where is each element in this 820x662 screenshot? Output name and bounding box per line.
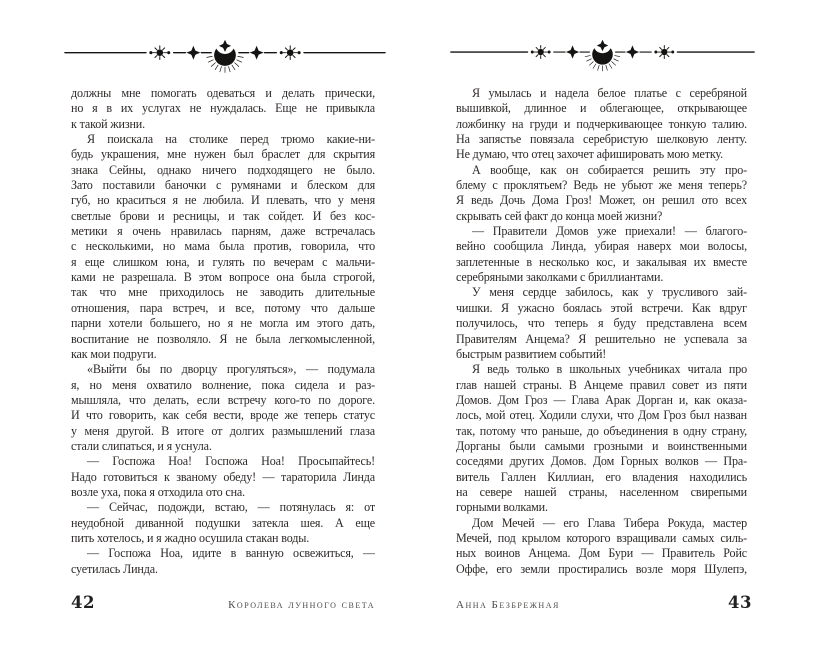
dot: [672, 51, 674, 53]
text-line: губ, но краситься я не любила. И плевать, что у меня: [71, 193, 375, 208]
dot: [548, 51, 550, 53]
text-line: ложбинку на груди и подчеркивающее тонкую талию.: [456, 116, 747, 131]
text-line: воспитание не позволяло. Я не была легкомысленной,: [71, 331, 375, 346]
page-footer: [456, 593, 752, 612]
text-line: светлые брови и ресницы, и так сойдет. И без кос-: [71, 208, 375, 223]
text-line: так, потому что раньше, до объединения в одну страну,: [456, 423, 747, 438]
text-line: «Выйти бы по дворцу прогуляться», — подумала: [87, 362, 375, 377]
crescent-moon-icon: [585, 39, 620, 71]
text-line: Зато поставили баночки с румянами и блеском для: [71, 178, 375, 193]
text-line: возле уха, пока я отходила ото сна.: [71, 484, 245, 499]
text-line: А вообще, как он собирается решить эту про-: [472, 162, 747, 177]
text-line: должны мне помогать одеваться и делать прически,: [71, 86, 375, 100]
text-line: чишки. Я ужасно боялась этой встречи. Как вдруг: [456, 300, 747, 315]
text-line: Дом Мечей — его Глава Тибера Рокуда, мастер: [472, 515, 747, 530]
text-line: парни хотели большего, но я не могла им этого дать,: [71, 316, 375, 331]
text-line: Правителям Анцема? Я решительно не успевала за: [456, 331, 747, 346]
text-line: как мои подруги.: [71, 346, 157, 361]
text-line: соседями других Домов. Дом Горных волков — Пра-: [456, 454, 747, 469]
text-line: Я поискала на столике перед трюмо какие-ни-: [87, 132, 375, 147]
page-number: 42: [71, 593, 95, 612]
text-line: суетилась Линда.: [71, 561, 158, 576]
dot: [531, 51, 533, 53]
text-line: Я ведь только в школьных учебниках читала про: [472, 362, 747, 377]
text-line: с несколькими, но мама была против, говорила, что: [71, 239, 375, 254]
dot: [280, 52, 282, 54]
text-line: Дорганы были самыми грозными и воинственными: [456, 438, 747, 453]
text-line: ками не разрешала. В этом вопросе она была строгой,: [71, 270, 375, 285]
text-line: на севере нашей страны, населенном свирепыми: [456, 484, 747, 499]
text-line: Я умылась и надела белое платье с серебряной: [472, 86, 747, 100]
page-body-text: [71, 86, 375, 577]
text-line: горными волками.: [456, 500, 548, 515]
dot: [298, 52, 300, 54]
text-line: так что мне приходилось не заводить длительные: [71, 285, 375, 300]
dot: [150, 52, 152, 54]
text-line: серебряными заколками с бриллиантами.: [456, 270, 664, 285]
text-line: — Госпожа Ноа! Госпожа Ноа! Просыпайтесь!: [87, 454, 375, 469]
text-line: Мечей, под крылом которого взращивали самых силь-: [456, 530, 747, 545]
page-footer: [71, 593, 375, 612]
four-point-star-icon: [627, 47, 638, 58]
text-line: Не думаю, что отец захочет афишировать мою метку.: [456, 147, 723, 162]
text-line: — Госпожа Ноа, идите в ванную освежиться, —: [87, 546, 375, 561]
text-line: вейно сообщила Линда, убирая наверх мои волосы,: [456, 239, 747, 254]
crescent-moon-divider-icon: [448, 39, 757, 80]
dot: [655, 51, 657, 53]
text-line: блему с проклятьем? Ведь не убьют же меня теперь?: [456, 178, 747, 193]
text-line: И что говорить, как себя вести, вроде же теперь статус: [71, 408, 375, 423]
running-author: Анна Безбрежная: [456, 599, 560, 611]
text-line: но я в их услугах не нуждалась. Еще не привыкла: [71, 101, 375, 116]
text-line: У меня сердце забилось, как у трусливого зай-: [472, 285, 747, 300]
text-line: получилось, что теперь я буду представлена всем: [456, 316, 747, 331]
text-line: — Правители Домов уже приехали! — благого-: [472, 224, 747, 239]
sun-star-icon: [658, 46, 671, 59]
four-point-star-icon: [188, 47, 199, 58]
four-point-star-icon: [567, 47, 578, 58]
text-line: быстрым развитием событий!: [456, 346, 607, 361]
text-line: Надо готовиться к званому обеду! — тараторила Линда: [71, 469, 375, 484]
page-number: 43: [728, 593, 752, 612]
text-line: лось, мой отец. Ходили слухи, что Дом Гроз был назван: [456, 408, 747, 423]
text-line: у меня другой. В итоге от долгих размышлений глаза: [71, 423, 375, 438]
crescent-moon-icon: [207, 39, 244, 73]
text-line: неудобной диванной подушки затекла шея. А еще: [71, 515, 375, 530]
running-title: Королева лунного света: [228, 599, 375, 611]
text-line: Оффе, его земли простирались возле моря Шулепэ,: [456, 561, 747, 576]
text-line: На запястье повязала серебристую шелковую ленту.: [456, 132, 747, 147]
text-line: Я ведь Дочь Дома Гроз! Может, он решил ото всех: [456, 193, 747, 208]
text-line: скрывать сей факт до конца моей жизни?: [456, 208, 663, 223]
sun-star-icon: [534, 46, 547, 59]
text-line: к такой жизни.: [71, 116, 145, 131]
text-line: я, но меня охватило волнение, пока сидела и раз-: [71, 377, 375, 392]
text-line: знака Сейны, однако ничего подходящего не было.: [71, 162, 375, 177]
text-line: я еще слишком юна, и гулять по вечерам с мальчи-: [71, 254, 375, 269]
moon-divider-ornament: [62, 39, 388, 82]
text-line: заплетенные в несколько кос, и закалывая их вместе: [456, 254, 747, 269]
text-line: пить хотелось, и я жадно осушила стакан воды.: [71, 530, 310, 545]
text-line: мышляла, что делать, если встречу кого-то по дороге.: [71, 392, 375, 407]
text-line: глав нашей страны. В Анцеме правил совет из пяти: [456, 377, 747, 392]
text-line: ных воинов Анцема. Дом Бури — Правитель Ройс: [456, 546, 747, 561]
sun-star-icon: [283, 46, 297, 60]
four-point-star-icon: [251, 47, 262, 58]
text-line: отношения, пара встреч, и все, потому что дальше: [71, 300, 375, 315]
text-line: стали слипаться, и я уснула.: [71, 438, 212, 453]
text-line: витель Галлен Киллиан, его владения находились: [456, 469, 747, 484]
moon-divider-ornament: [448, 39, 757, 80]
dot: [168, 52, 170, 54]
text-line: метики я очень нравилась парням, даже встречалась: [71, 224, 375, 239]
page-body-text: [456, 86, 747, 577]
text-line: — Сейчас, подожди, встаю, — потянулась я: от: [87, 500, 375, 515]
page-right: [410, 0, 820, 662]
text-line: будь украшения, мне нужен был браслет для скрытия: [71, 147, 375, 162]
crescent-moon-divider-icon: [62, 39, 388, 82]
sun-star-icon: [153, 46, 167, 60]
text-line: вышивкой, длинное и облегающее, открывающее: [456, 101, 747, 116]
text-line: Домов. Дом Гроз — Глава Арак Дорган и, как оказа-: [456, 392, 747, 407]
